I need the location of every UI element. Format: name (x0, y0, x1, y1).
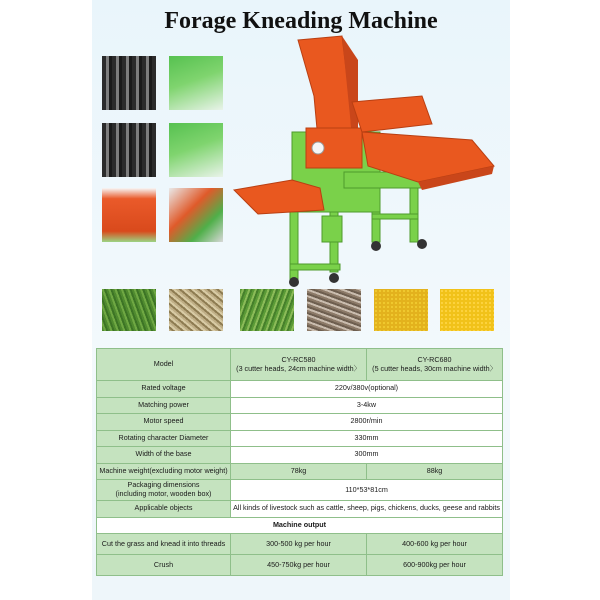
green-frame-photo (169, 123, 223, 177)
row-value: 2800r/min (231, 414, 503, 431)
table-row (97, 397, 503, 414)
output-b: 400-600 kg per hour (367, 534, 503, 555)
row-value: 330mm (231, 430, 503, 447)
straw-photo (169, 289, 223, 331)
table-row-model (97, 349, 503, 381)
chopped-stalk-photo (307, 289, 361, 331)
row-label: Rated voltage (97, 381, 231, 398)
packaging-value: 110*53*81cm (231, 480, 503, 501)
table-row (97, 381, 503, 398)
corn-meal-photo (374, 289, 428, 331)
table-row (97, 414, 503, 431)
table-row-output-header (97, 517, 503, 534)
corn-grain-photo (440, 289, 494, 331)
packaging-label (97, 480, 231, 501)
row-label: Motor speed (97, 414, 231, 431)
output-label: Crush (97, 555, 231, 576)
weight-a: 78kg (231, 463, 367, 480)
output-label: Cut the grass and knead it into threads (97, 534, 231, 555)
table-row-packaging (97, 480, 503, 501)
applicable-value: All kinds of livestock such as cattle, sheep, pigs, chickens, ducks, geese and rabbits (231, 501, 503, 518)
table-row-weight (97, 463, 503, 480)
row-value: 300mm (231, 447, 503, 464)
applicable-label: Applicable objects (97, 501, 231, 518)
table-row-output (97, 555, 503, 576)
output-header: Machine output (97, 517, 503, 534)
hopper-photo (169, 56, 223, 110)
spec-table (96, 348, 503, 576)
weight-b: 88kg (367, 463, 503, 480)
orange-outlet-photo (102, 188, 156, 242)
table-row (97, 447, 503, 464)
output-a: 300-500 kg per hour (231, 534, 367, 555)
row-value: 220v/380v(optional) (231, 381, 503, 398)
page-title: Forage Kneading Machine (164, 8, 438, 34)
model-a-desc: (3 cutter heads, 24cm machine width〉 (236, 363, 361, 373)
packaging-label-line2: (including motor, wooden box) (115, 489, 212, 498)
packaging-label-line1: Packaging dimensions (127, 480, 200, 490)
machine-side-photo (169, 188, 223, 242)
model-b-desc: (5 cutter heads, 30cm machine width〉 (372, 363, 497, 373)
row-label: Rotating character Diameter (97, 430, 231, 447)
model-b (367, 349, 503, 381)
model-a-name: CY-RC580 (281, 354, 316, 364)
grass-photo (102, 289, 156, 331)
rotor-photo (102, 123, 156, 177)
row-label: Matching power (97, 397, 231, 414)
row-label: Width of the base (97, 447, 231, 464)
table-row (97, 430, 503, 447)
weight-label: Machine weight(excluding motor weight) (97, 463, 231, 480)
model-a (231, 349, 367, 381)
output-a: 450-750kg per hour (231, 555, 367, 576)
machine-photo (232, 32, 498, 292)
row-value: 3-4kw (231, 397, 503, 414)
model-label: Model (97, 349, 231, 381)
model-b-name: CY-RC680 (417, 354, 452, 364)
table-row-output (97, 534, 503, 555)
table-row-applicable (97, 501, 503, 518)
output-b: 600-900kg per hour (367, 555, 503, 576)
green-fodder-photo (240, 289, 294, 331)
cutter-heads-photo (102, 56, 156, 110)
